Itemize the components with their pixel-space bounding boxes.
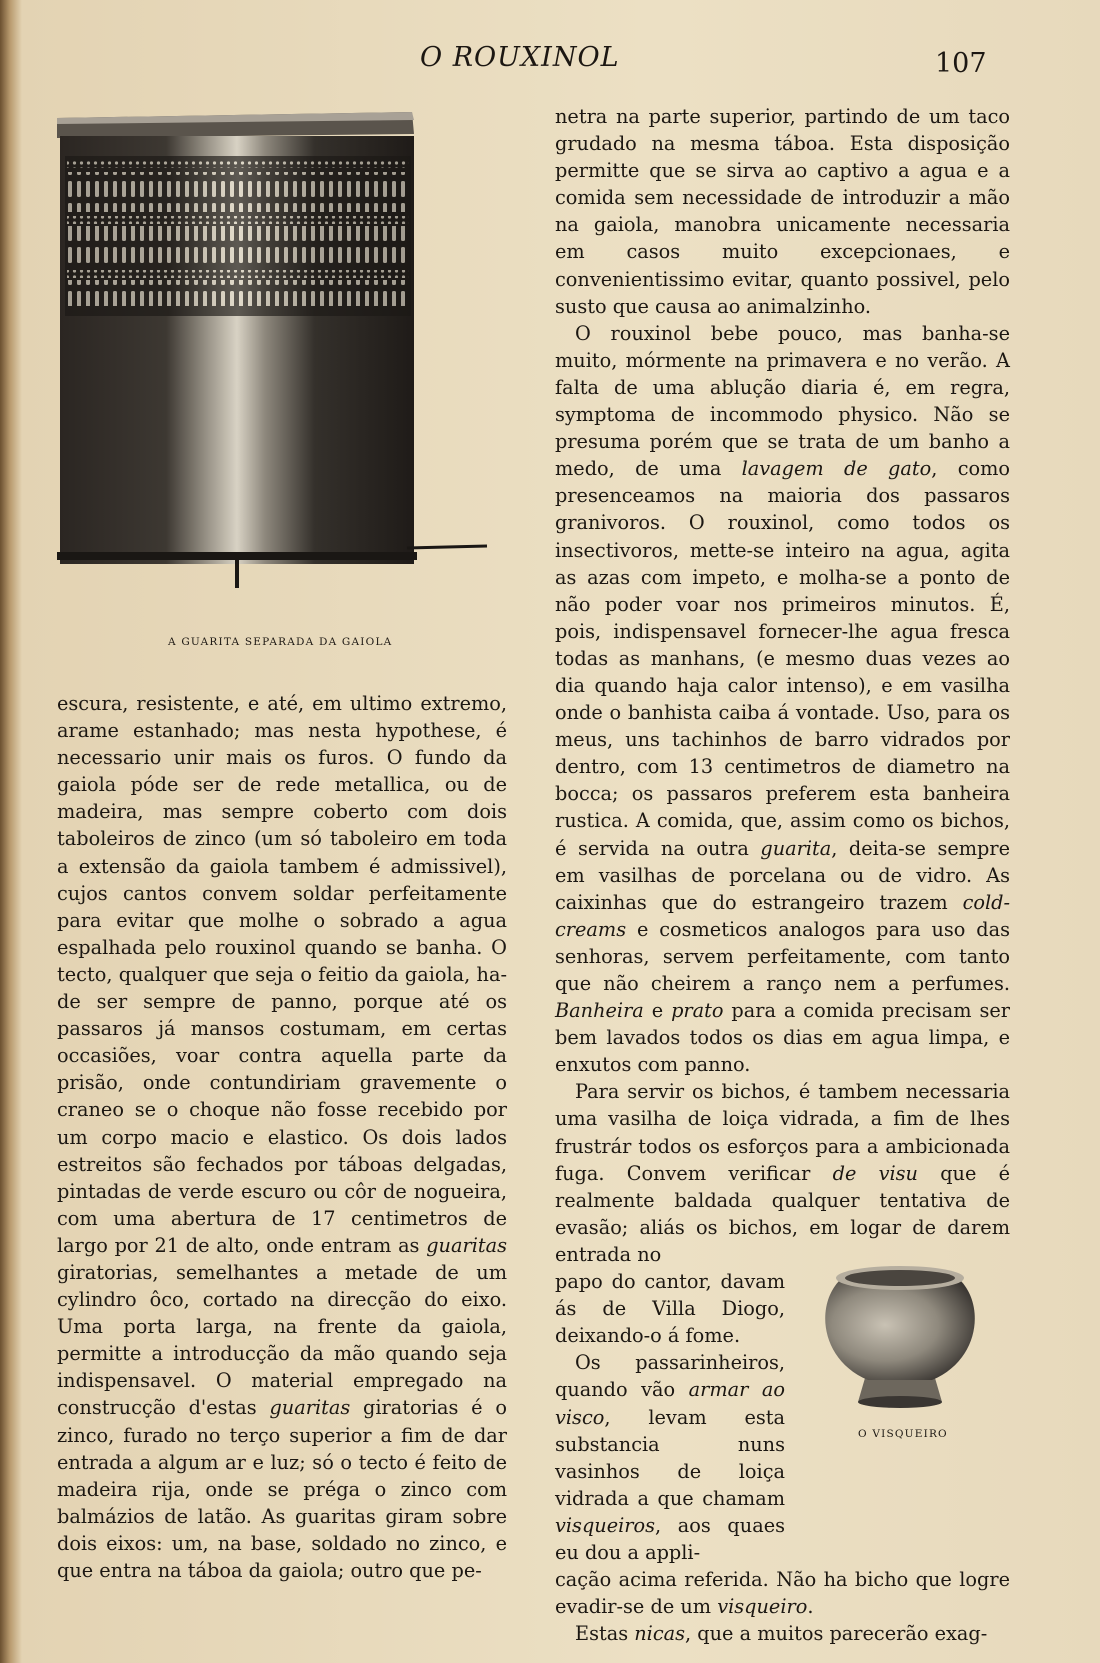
paragraph: Estas nicas, que a muitos parecerão exag- xyxy=(575,1622,988,1646)
visqueiro-illustration xyxy=(810,1250,990,1420)
paragraph: cação acima referida. Não ha bicho que logre evadir-se de um visqueiro. xyxy=(555,1568,1010,1619)
paragraph: escura, resistente, e até, em ultimo extremo, arame estanhado; mas nesta hypothese, é necessario unir mais os furos. O fundo da gaiola póde ser de rede metallica, ou de madeira, mas sempre coberto com dois taboleiros de zinco (um só taboleiro em toda a extensão da gaiola tambem é admissivel), cujos cantos convem soldar perfeitamente para evitar que molhe o sobrado a agua espalhada pelo rouxinol quando se banha. O tecto, qualquer que seja o feitio da gaiola, ha-de ser sempre de panno, porque até os passaros já mansos costumam, em certas occasiões, voar contra aquella parte da prisão, onde contundiriam gravemente o craneo se o choque não fosse recebido por um corpo macio e elastico. Os dois lados estreitos são fechados por táboas delgadas, pintadas de verde escuro ou côr de nogueira, com uma abertura de 17 centimetros de largo por 21 de alto, onde entram as guaritas giratorias, semelhantes a metade de um cylindro ôco, cortado na direcção do eixo. Uma porta larga, na frente da gaiola, permitte a introducção da mão quando seja indispensavel. O material empregado na construcção d'estas guaritas giratorias é o zinco, furado no terço superior a fim de dar entrada a algum ar e luz; só o tecto é feito de madeira rija, onde se préga o zinco com balmázios de latão. As guaritas giram sobre dois eixos: um, na base, soldado no zinco, e que entra na táboa da gaiola; outro que pe- xyxy=(57,692,507,1582)
page-header xyxy=(0,42,1100,82)
paragraph: papo do cantor, davam ás de Villa Diogo, deixando-o á fome. xyxy=(555,1270,785,1348)
running-title: O ROUXINOL xyxy=(420,42,620,73)
guarita-illustration xyxy=(57,112,517,652)
wrapped-text-block xyxy=(555,1268,785,1566)
guarita-caption: A GUARITA SEPARADA DA GAIOLA xyxy=(168,636,393,648)
page-number: 107 xyxy=(935,48,987,79)
visqueiro-caption: O VISQUEIRO xyxy=(858,1428,948,1440)
guarita-figure xyxy=(57,112,517,652)
visqueiro-figure xyxy=(810,1250,990,1450)
paragraph: netra na parte superior, partindo de um taco grudado na mesma táboa. Esta disposição permitte que se sirva ao captivo a agua e a comida sem necessidade de introduzir a mão na gaiola, manobra unicamente necessaria em casos muito excepcionaes, e convenientissimo evitar, quanto possivel, pelo susto que causa ao animalzinho. xyxy=(555,105,1010,318)
paragraph: Para servir os bichos, é tambem necessaria uma vasilha de loiça vidrada, a fim de lhes frustrár todos os esforços para a ambicionada fuga. Convem verificar de visu que é realmente baldada qualquer tentativa de evasão; aliás os bichos, em logar de darem entrada no xyxy=(555,1080,1010,1266)
left-column xyxy=(57,690,507,1584)
paragraph: O rouxinol bebe pouco, mas banha-se muito, mórmente na primavera e no verão. A falta de uma ablução diaria é, em regra, symptoma de incommodo physico. Não se presuma porém que se trata de um banho a medo, de uma lavagem de gato, como presenceamos na maioria dos passaros granivoros. O rouxinol, como todos os insectivoros, mette-se inteiro na agua, agita as azas com impeto, e molha-se a ponto de não poder voar nos primeiros minutos. É, pois, indispensavel fornecer-lhe agua fresca todas as manhans, (e mesmo duas vezes ao dia quando haja calor intenso), e em vasilha onde o banhista caiba á vontade. Uso, para os meus, uns tachinhos de barro vidrados por dentro, com 13 centimetros de diametro na bocca; os passaros preferem esta banheira rustica. A comida, que, assim como os bichos, é servida na outra guarita, deita-se sempre em vasilhas de porcelana ou de vidro. As caixinhas que do estrangeiro trazem cold-creams e cosmeticos analogos para uso das senhoras, servem perfeitamente, com tanto que não cheirem a ranço nem a perfumes. Banheira e prato para a comida precisam ser bem lavados todos os dias em agua limpa, e enxutos com panno. xyxy=(555,321,1011,1077)
paragraph: Os passarinheiros, quando vão armar ao visco, levam esta substancia nuns vasinhos de loiça vidrada a que chamam visqueiros, aos quaes eu dou a appli- xyxy=(555,1351,785,1564)
